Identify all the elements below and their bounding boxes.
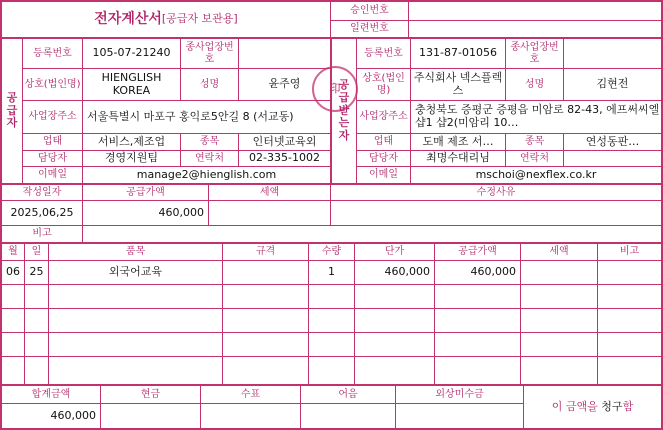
supplier-address: 서울특별시 마포구 홍익로5안길 8 (서교동) bbox=[87, 109, 294, 123]
row-day: 25 bbox=[29, 265, 44, 279]
col-note-header: 비고 bbox=[619, 246, 640, 258]
row-note bbox=[598, 261, 661, 284]
buyer-email: mschoi@nexflex.co.kr bbox=[475, 167, 597, 181]
remarks-value bbox=[83, 226, 661, 242]
buyer-branch-number bbox=[564, 39, 661, 68]
title-text: 전자계산서 bbox=[94, 11, 162, 28]
promissory-note-amount bbox=[301, 404, 395, 428]
supplier-phone: 02-335-1002 bbox=[249, 151, 320, 165]
supplier-biz-item: 인터넷교육외 bbox=[252, 134, 317, 148]
check-label: 수표 bbox=[240, 388, 261, 400]
col-tax-header: 세액 bbox=[549, 246, 569, 258]
approval-number-value bbox=[409, 2, 661, 20]
document-title bbox=[2, 2, 330, 37]
supplier-biz-type-label: 업태 bbox=[42, 136, 63, 148]
col-qty-header: 수량 bbox=[321, 246, 342, 258]
remarks-label: 비고 bbox=[32, 228, 52, 240]
supplier-manager-label: 담당자 bbox=[38, 152, 67, 164]
col-spec-header: 규격 bbox=[255, 246, 276, 258]
serial-number-label: 일련번호 bbox=[350, 23, 389, 35]
buyer-side-label: 공급받는자 bbox=[338, 78, 350, 142]
row-supply: 460,000 bbox=[470, 265, 516, 279]
claim-prefix: 이 금액을 bbox=[551, 399, 598, 413]
claim-statement bbox=[524, 386, 661, 428]
supplier-company-name: HIENGLISH KOREA bbox=[101, 70, 162, 97]
row-tax bbox=[521, 261, 597, 284]
buyer-email-label: 이메일 bbox=[369, 169, 398, 181]
supplier-branch-label: 종사업장번호 bbox=[185, 42, 234, 65]
row-unit-price: 460,000 bbox=[384, 265, 430, 279]
summary-supply-amount: 460,000 bbox=[158, 205, 204, 219]
buyer-biz-item: 연성동판… bbox=[585, 134, 640, 148]
buyer-biz-type: 도매 제조 서… bbox=[422, 134, 494, 148]
total-amount: 460,000 bbox=[50, 408, 96, 422]
col-month-header: 월 bbox=[8, 246, 18, 258]
revision-reason bbox=[331, 201, 661, 225]
supplier-biz-item-label: 종목 bbox=[199, 136, 220, 148]
buyer-phone bbox=[564, 151, 661, 166]
buyer-manager-label: 담당자 bbox=[369, 152, 398, 164]
supplier-email-label: 이메일 bbox=[38, 169, 67, 181]
claim-suffix: 함 bbox=[622, 399, 634, 413]
col-item-header: 품목 bbox=[125, 246, 146, 258]
col-day-header: 일 bbox=[31, 246, 42, 258]
summary-supply-label: 공급가액 bbox=[126, 186, 165, 198]
check-amount bbox=[201, 404, 300, 428]
buyer-reg-number: 131-87-01056 bbox=[419, 46, 497, 60]
row-spec bbox=[223, 261, 308, 284]
buyer-address: 충청북도 증평군 증평읍 미암로 82-43, 에프써씨엘 샵1 샵2(미암리 10… bbox=[415, 103, 660, 129]
supplier-reg-label: 등록번호 bbox=[33, 47, 72, 59]
supplier-reg-number: 105-07-21240 bbox=[92, 46, 171, 60]
issue-date: 2025,06,25 bbox=[10, 205, 74, 219]
cash-amount bbox=[101, 404, 200, 428]
total-amount-label: 합계금액 bbox=[31, 388, 71, 400]
buyer-biz-type-label: 업태 bbox=[373, 136, 394, 148]
credit-label: 외상미수금 bbox=[435, 388, 484, 400]
promissory-note-label: 어음 bbox=[338, 388, 358, 400]
row-qty: 1 bbox=[328, 265, 335, 279]
supplier-side-label: 공급자 bbox=[6, 91, 18, 130]
supplier-branch-number bbox=[239, 39, 330, 68]
row-item: 외국어교육 bbox=[108, 265, 163, 279]
supplier-biz-type: 서비스,제조업 bbox=[97, 134, 166, 148]
supplier-ceo-name: 윤주영 bbox=[268, 77, 301, 91]
revision-reason-label: 수정사유 bbox=[476, 186, 516, 198]
summary-tax-label: 세액 bbox=[259, 186, 280, 198]
company-seal-stamp: 印 bbox=[312, 66, 358, 112]
buyer-company-label: 상호(법인명) bbox=[362, 73, 405, 96]
buyer-company-name: 주식회사 넥스플렉스 bbox=[413, 70, 503, 97]
col-supply-header: 공급가액 bbox=[458, 246, 497, 258]
supplier-email: manage2@hienglish.com bbox=[136, 167, 277, 181]
buyer-reg-label: 등록번호 bbox=[364, 47, 403, 59]
supplier-ceo-label: 성명 bbox=[199, 78, 220, 90]
row-month: 06 bbox=[6, 265, 20, 279]
col-unit-price-header: 단가 bbox=[384, 246, 405, 258]
supplier-manager: 경영지원팀 bbox=[104, 151, 159, 165]
buyer-biz-item-label: 종목 bbox=[524, 136, 545, 148]
buyer-ceo-label: 성명 bbox=[524, 78, 545, 90]
buyer-address-label: 사업장주소 bbox=[359, 111, 408, 123]
buyer-branch-label: 종사업장번호 bbox=[510, 42, 559, 65]
supplier-phone-label: 연락처 bbox=[195, 152, 224, 164]
approval-number-label: 승인번호 bbox=[350, 5, 389, 17]
buyer-ceo-name: 김현전 bbox=[596, 77, 629, 91]
summary-tax-amount bbox=[209, 201, 330, 225]
cash-label: 현금 bbox=[140, 388, 161, 400]
supplier-address-label: 사업장주소 bbox=[28, 111, 77, 123]
issue-date-label: 작성일자 bbox=[22, 186, 62, 198]
supplier-company-label: 상호(법인명) bbox=[24, 78, 81, 90]
claim-word: 청구 bbox=[601, 399, 623, 413]
title-subtitle: [공급자 보관용] bbox=[161, 12, 238, 26]
buyer-phone-label: 연락처 bbox=[520, 152, 549, 164]
buyer-manager: 최명수대리님 bbox=[426, 151, 490, 165]
credit-amount bbox=[396, 404, 523, 428]
serial-number-value bbox=[409, 21, 661, 37]
